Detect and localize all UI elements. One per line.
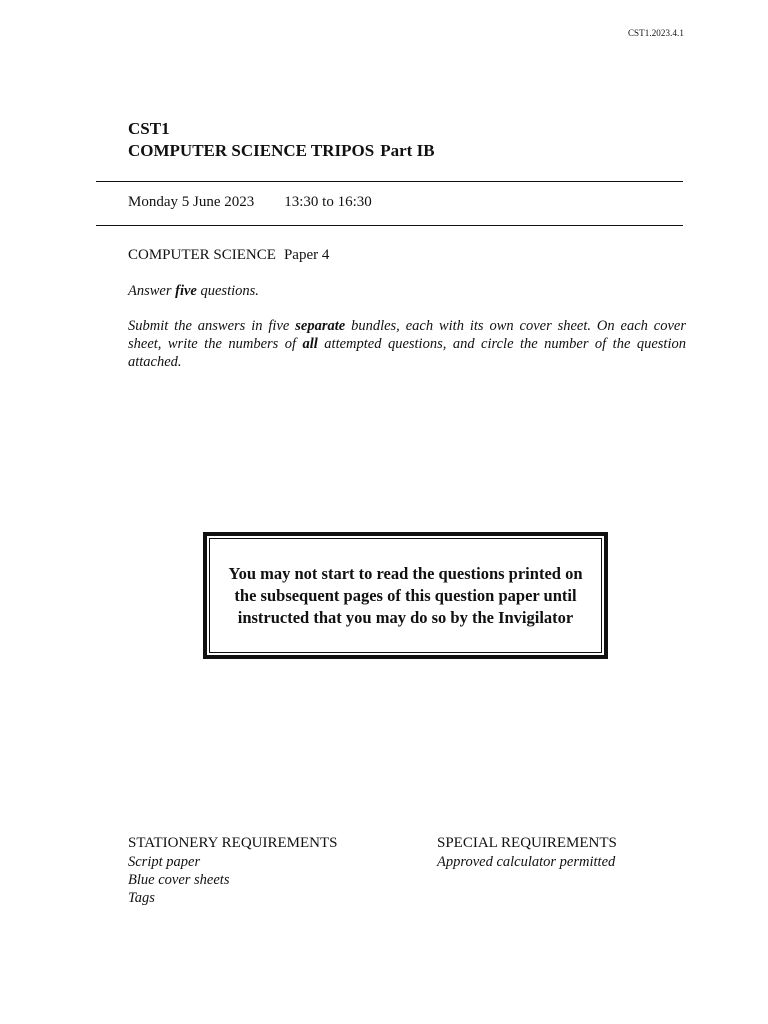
bottom-rule [96,225,683,226]
answer-instruction [128,283,259,300]
exam-code-title: CST1 [128,119,170,138]
invigilator-notice-text: You may not start to read the questions printed on the subsequent pages of this question paper until instructed that you may do so by the Invigilator [228,563,583,627]
stationery-requirements [128,834,338,907]
part-label: Part IB [380,141,435,160]
submit-text-3: attempted questions, and circle the number of the question attached. [128,336,686,370]
submit-emphasis-separate: separate [295,318,346,334]
exam-datetime [128,194,372,211]
invigilator-notice-inner [209,538,602,653]
exam-time: 13:30 to 16:30 [284,194,372,210]
submit-instruction [128,317,686,371]
answer-count: five [175,283,197,299]
stationery-item: Blue cover sheets [128,872,230,888]
paper-subject: COMPUTER SCIENCE [128,247,276,263]
stationery-heading: STATIONERY REQUIREMENTS [128,835,338,851]
answer-suffix: questions. [200,283,259,299]
tripos-title-line [128,140,435,162]
stationery-item: Tags [128,890,155,906]
invigilator-notice-box [203,532,608,659]
exam-date: Monday 5 June 2023 [128,194,255,210]
top-rule [96,181,683,182]
paper-heading [128,247,329,264]
title-block [128,118,435,162]
submit-text-2: bundles, each with its own cover sheet. On each cover sheet, write the numbers of [128,318,687,352]
paper-number: Paper 4 [283,247,330,263]
special-heading: SPECIAL REQUIREMENTS [437,835,617,851]
answer-prefix: Answer [128,283,172,299]
special-requirements [437,834,617,871]
submit-text-1: Submit the answers in five [128,318,290,334]
document-code: CST1.2023.4.1 [627,28,684,38]
special-item: Approved calculator permitted [437,854,616,870]
tripos-title: COMPUTER SCIENCE TRIPOS [128,141,375,160]
stationery-item: Script paper [128,854,201,870]
submit-emphasis-all: all [302,336,318,352]
